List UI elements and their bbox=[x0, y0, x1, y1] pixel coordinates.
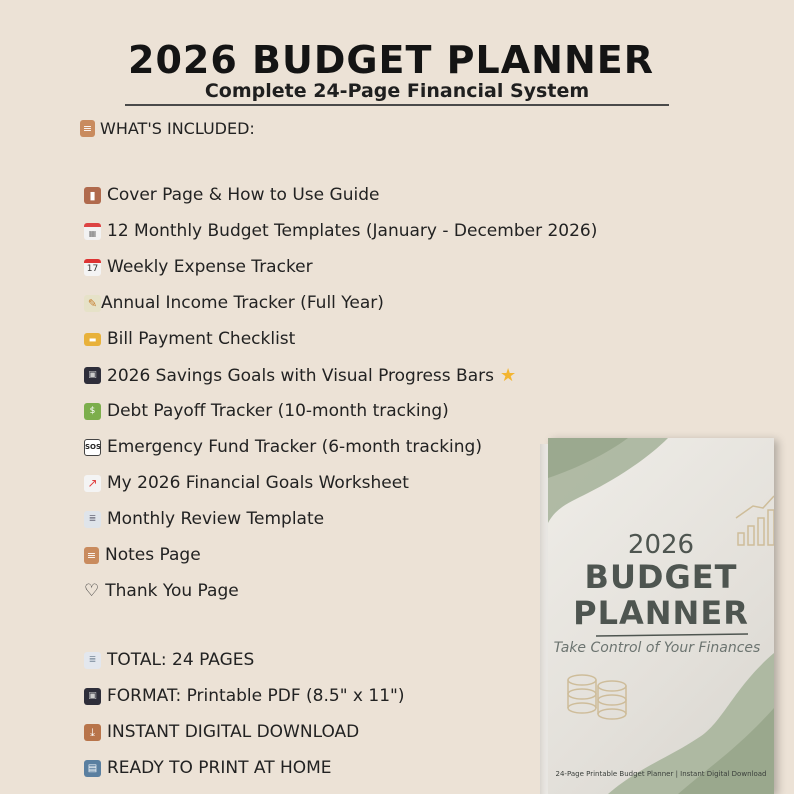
list-item: ✎ Annual Income Tracker (Full Year) bbox=[84, 293, 384, 313]
summary-item: ▤ READY TO PRINT AT HOME bbox=[84, 758, 332, 778]
list-item: ♡ Thank You Page bbox=[84, 580, 239, 601]
chart-increasing-icon: ↗ bbox=[84, 475, 101, 492]
cover-title-line2: PLANNER bbox=[573, 594, 749, 632]
list-item: ≡ Notes Page bbox=[84, 545, 201, 565]
clipboard-icon: ≡ bbox=[84, 547, 99, 564]
list-item: ▮ Cover Page & How to Use Guide bbox=[84, 185, 379, 205]
calendar-icon: ▦ bbox=[84, 223, 101, 240]
memo-icon: ✎ bbox=[84, 295, 101, 312]
list-item: ≣ Monthly Review Template bbox=[84, 509, 324, 529]
download-tray-icon: ⤓ bbox=[84, 724, 101, 741]
credit-card-icon: ▬ bbox=[84, 333, 101, 346]
page-subtitle: Complete 24-Page Financial System bbox=[204, 80, 590, 102]
list-item: ↗ My 2026 Financial Goals Worksheet bbox=[84, 473, 409, 493]
summary-item: ≣ TOTAL: 24 PAGES bbox=[84, 650, 254, 670]
list-item: ▬ Bill Payment Checklist bbox=[84, 329, 295, 349]
heart-outline-icon: ♡ bbox=[84, 580, 100, 601]
floppy-disk-icon: ▣ bbox=[84, 688, 101, 705]
cover-title-line1: BUDGET bbox=[584, 558, 738, 596]
cover-tagline: Take Control of Your Finances bbox=[553, 640, 761, 656]
list-item: $ Debt Payoff Tracker (10-month tracking) bbox=[84, 401, 449, 421]
book-mockup bbox=[548, 438, 774, 794]
receipt-icon: ≣ bbox=[84, 511, 101, 528]
printer-icon: ▤ bbox=[84, 760, 101, 777]
section-heading bbox=[80, 119, 255, 138]
page-title: 2026 BUDGET PLANNER bbox=[128, 38, 654, 82]
floppy-disk-icon: ▣ bbox=[84, 367, 101, 384]
clipboard-icon: ≡ bbox=[80, 120, 95, 137]
cover-year: 2026 bbox=[627, 530, 695, 560]
list-item: ▣ 2026 Savings Goals with Visual Progress Bars ★ bbox=[84, 365, 516, 386]
document-icon: ≣ bbox=[84, 652, 101, 669]
book-icon: ▮ bbox=[84, 187, 101, 204]
list-item: SOS Emergency Fund Tracker (6-month tracking) bbox=[85, 437, 482, 457]
cover-footer: 24-Page Printable Budget Planner | Instant Digital Download bbox=[555, 770, 767, 778]
money-with-wings-icon: $ bbox=[84, 403, 101, 420]
sos-icon: SOS bbox=[84, 439, 101, 456]
list-item: ▦ 12 Monthly Budget Templates (January - December 2026) bbox=[84, 221, 597, 241]
summary-item: ▣ FORMAT: Printable PDF (8.5" x 11") bbox=[84, 686, 404, 706]
coin-stacks-icon bbox=[568, 675, 626, 719]
list-item: 17 Weekly Expense Tracker bbox=[84, 257, 313, 277]
section-label: WHAT'S INCLUDED: bbox=[100, 119, 255, 138]
book-cover bbox=[548, 438, 774, 794]
star-icon: ★ bbox=[499, 365, 517, 386]
calendar-17-icon: 17 bbox=[84, 259, 101, 276]
title-underline bbox=[125, 104, 669, 106]
summary-item: ⤓ INSTANT DIGITAL DOWNLOAD bbox=[84, 722, 359, 742]
